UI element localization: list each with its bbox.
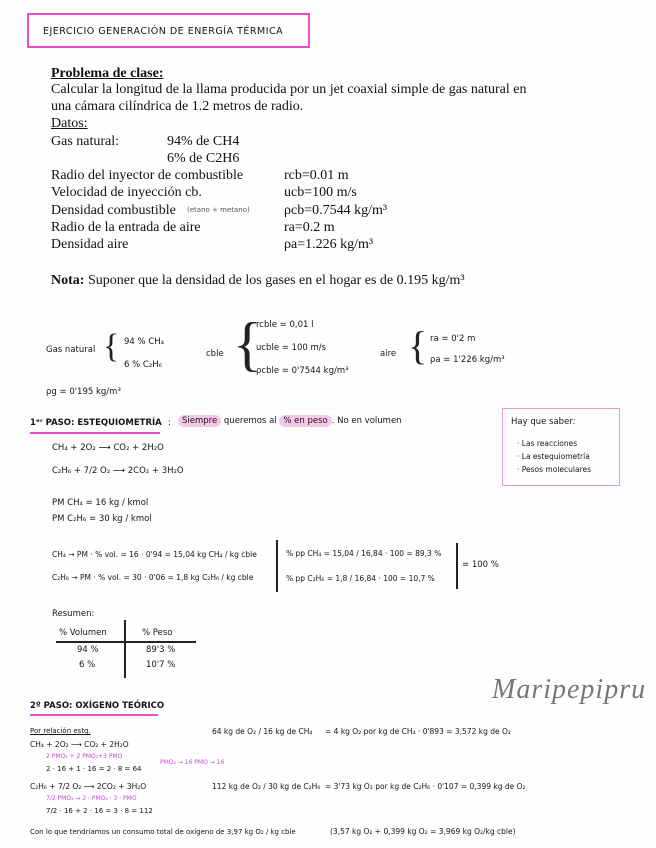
hay-que-saber-box [502,408,620,486]
page-title: EJERCICIO GENERACIÓN DE ENERGÍA TÉRMICA [43,26,284,37]
note-ra: ra = 0'2 m [430,334,476,344]
o2-ch4-sum: 2 · 16 + 1 · 16 = 2 · 8 = 64 [46,765,142,773]
o2-pm-side-note: PMO₂ → 16 PMO → 16 [160,759,225,766]
problem-heading: Problema de clase: [51,66,164,81]
data-label-radio-inyector: Radio del inyector de combustible [51,168,244,183]
gas-c2h6: 6% de C2H6 [167,151,240,166]
step2-underline [30,714,158,716]
pp-c2h6: % pp C₂H₆ = 1,8 / 16,84 · 100 = 10,7 % [286,574,435,583]
problem-line-1: Calcular la longitud de la llama producida por un jet coaxial simple de gas natural en [51,82,527,97]
resumen-peso-ch4: 89'3 % [146,645,176,655]
data-value-densidad-combustible: ρcb=0.7544 kg/m³ [284,203,388,218]
note-ch4: 94 % CH₄ [124,337,165,347]
resumen-col-peso: % Peso [142,628,173,638]
data-value-radio-aire: ra=0.2 m [284,220,335,235]
data-label-densidad-combustible: Densidad combustible [51,203,176,218]
brace-cble: { [233,311,262,377]
signature: Maripepipru [492,674,647,705]
o2-reaction-ch4: CH₄ + 2O₂ ⟶ CO₂ + 2H₂O [30,740,129,749]
hay-item-pesos: · Pesos moleculares [517,465,592,474]
brace-gas: { [103,328,120,365]
siempre-highlight: Siempre [178,415,221,427]
o2-c2h6-sum: 7/2 · 16 + 2 · 16 = 3 · 8 = 112 [46,807,153,815]
reaction-ch4: CH₄ + 2O₂ ⟶ CO₂ + 2H₂O [52,443,164,453]
brace-aire: { [408,323,428,368]
note-gas-natural: Gas natural [46,345,96,355]
calc-c2h6: C₂H₆ → PM · % vol. = 30 · 0'06 = 1,8 kg C₂H₆ / kg cble [52,573,254,582]
note-pcble: ρcble = 0'7544 kg/m³ [256,366,349,376]
pm-c2h6: PM C₂H₆ = 30 kg / kmol [52,514,152,524]
note-pg: ρg = 0'195 kg/m³ [46,387,121,397]
data-label-velocidad: Velocidad de inyección cb. [51,185,202,200]
gas-ch4: 94% de CH4 [167,134,240,149]
hay-item-estequiometria: · La estequiometría [517,452,590,461]
calc-ch4: CH₄ → PM · % vol. = 16 · 0'94 = 15,04 kg CH₄ / kg cble [52,550,257,559]
resumen-vol-c2h6: 6 % [79,660,96,670]
title-box [27,13,310,48]
o2-ch4-pm-note: 2 PMO₂ + 2 PMO₂+3 PMO [46,753,123,760]
pct-peso-highlight: % en peso [279,415,331,427]
data-label-radio-aire: Radio de la entrada de aire [51,220,201,235]
resumen-col-volumen: % Volumen [59,628,107,638]
note-c2h6: 6 % C₂H₆ [124,360,163,370]
datos-label: Datos: [51,116,88,131]
problem-line-2: una cámara cilíndrica de 1.2 metros de radio. [51,99,304,114]
resumen-hline [56,641,196,643]
queremos-text: queremos al [223,416,277,426]
resumen-peso-c2h6: 10'7 % [146,660,176,670]
nota-bold: Nota: [51,273,85,288]
step2-heading: 2º PASO: OXÍGENO TEÓRICO [30,701,165,711]
note-ucble: ucble = 100 m/s [256,343,327,353]
note-aire: aire [380,349,397,359]
step1-heading: 1ᵉʳ PASO: ESTEQUIOMETRÍA [30,418,162,428]
data-note-densidad: (etano + metano) [187,206,250,214]
data-value-velocidad: ucb=100 m/s [284,185,357,200]
resumen-label: Resumen: [52,609,95,619]
result-c2h6: = 3'73 kg O₂ por kg de C₂H₆ · 0'107 = 0,399 kg de O₂ [325,782,526,791]
gas-natural-label: Gas natural: [51,134,120,149]
hay-item-reacciones: · Las reacciones [517,439,578,448]
pp-divider [456,543,458,589]
note-rcble: rcble = 0,01 l [256,320,314,330]
calc-divider [276,540,278,592]
o2-reaction-c2h6: C₂H₆ + 7/2 O₂ ⟶ 2CO₂ + 3H₂O [30,782,147,791]
reaction-c2h6: C₂H₆ + 7/2 O₂ ⟶ 2CO₂ + 3H₂O [52,466,184,476]
no-volumen-text: . No en volumen [331,416,402,426]
resumen-vline [124,620,126,678]
nota-text: Suponer que la densidad de los gases en el hogar es de 0.195 kg/m³ [84,273,465,288]
frac-ch4: 64 kg de O₂ / 16 kg de CH₄ [212,727,313,736]
final-statement: Con lo que tendríamos un consumo total de oxígeno de 3,97 kg O₂ / kg cble [30,828,296,836]
result-ch4: = 4 kg O₂ por kg de CH₄ · 0'893 = 3,572 kg de O₂ [325,727,511,736]
o2-c2h6-pm-note: 7/2 PMO₂ → 2 · PMO₂ · 3 · PMO [46,795,137,802]
note-pa: ρa = 1'226 kg/m³ [430,355,505,365]
data-value-densidad-aire: ρa=1.226 kg/m³ [284,237,374,252]
step1-note [178,416,402,426]
por-relacion: Por relación estq. [30,727,91,735]
step1-colon: : [168,418,171,428]
pp-ch4: % pp CH₄ = 15,04 / 16,84 · 100 = 89,3 % [286,549,442,558]
data-value-radio-inyector: rcb=0.01 m [284,168,349,183]
step1-underline [30,432,160,434]
resumen-vol-ch4: 94 % [77,645,99,655]
hay-title: Hay que saber: [511,417,576,427]
nota [51,272,465,289]
note-cble: cble [206,349,224,359]
data-label-densidad-aire: Densidad aire [51,237,129,252]
final-parenthesis: (3,57 kg O₂ + 0,399 kg O₂ = 3,969 kg O₂/kg cble) [330,827,516,836]
frac-c2h6: 112 kg de O₂ / 30 kg de C₂H₆ [212,782,321,791]
pm-ch4: PM CH₄ = 16 kg / kmol [52,498,149,508]
pp-total: = 100 % [462,560,499,570]
